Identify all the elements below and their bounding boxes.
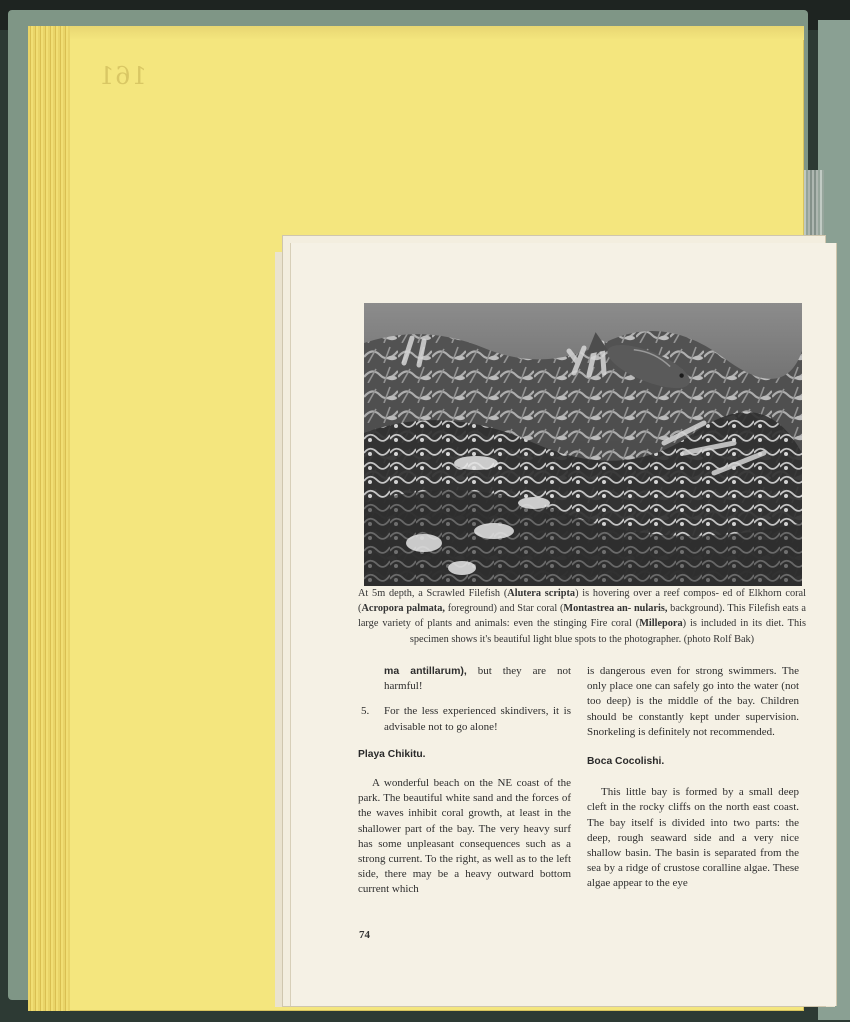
section-heading: Boca Cocolishi.	[587, 756, 665, 768]
list-item	[358, 704, 571, 734]
caption-text: background). This Filefish eats a large variety of plants and animals: even	[358, 603, 806, 630]
caption-text: the stinging Fire coral (	[537, 618, 640, 630]
list-item-number: 5.	[361, 705, 370, 718]
caption-species-name: Millepora	[639, 618, 683, 630]
species-name: ma antillarum),	[384, 665, 467, 677]
photo-caption	[358, 586, 806, 647]
caption-text: ) is hovering over a reef compos-	[575, 588, 719, 599]
page-number: 74	[359, 929, 370, 941]
body-paragraph: is dangerous even for strong swimmers. The only place one can safely go into the water (not too deep) is the middle of the bay. Children should be constantly kept under supervision. Snorkeling is definitely not recommended.	[587, 665, 799, 738]
caption-text: foreground) and Star coral (	[444, 603, 564, 615]
list-item-text: but they are not harmful!	[384, 665, 572, 693]
yellow-pad-top-shade	[70, 26, 804, 40]
yellow-pad-edges	[28, 26, 70, 1011]
list-item-text: For the less experienced skindivers, it is advisable not to go alone!	[384, 705, 571, 733]
caption-text: ) is included in its diet. This specimen shows it's	[409, 618, 806, 645]
reef-photo	[364, 303, 802, 586]
caption-species-name: nularis,	[633, 603, 668, 615]
right-text-column	[587, 664, 799, 892]
caption-text: ed of Elkhorn coral (	[358, 588, 806, 615]
caption-text: beautiful light blue spots to the photographer. (photo Rolf Bak)	[493, 633, 755, 645]
continued-list-item	[358, 664, 571, 694]
body-paragraph: A wonderful beach on the NE coast of the park. The beautiful white sand and the forces of the waves inhibit coral growth, at least in the shallower part of the bay. The very heavy surf has some unpleasant consequences such as a strong current. To the right, as well as to the left side, there may be a heavy outward bottom current which	[358, 777, 571, 896]
underwater-reef-photo-icon	[364, 303, 802, 586]
faint-page-number: 161	[98, 62, 147, 90]
body-paragraph: This little bay is formed by a small deep cleft in the rocky cliffs on the north east coast. The bay itself is divided into two parts: the deep, rough seaward side and a very nice shallow basin. The basin is separated from the sea by a ridge of crustose coralline algae. These algae appear to the eye	[587, 786, 799, 890]
left-text-column	[358, 664, 571, 898]
section-heading: Playa Chikitu.	[358, 748, 426, 760]
caption-species-name: Alutera scripta	[507, 588, 576, 599]
caption-species-name: Montastrea an-	[563, 603, 632, 615]
caption-species-name: Acropora palmata,	[361, 603, 445, 615]
caption-text: At 5m depth, a Scrawled Filefish (	[358, 588, 508, 599]
